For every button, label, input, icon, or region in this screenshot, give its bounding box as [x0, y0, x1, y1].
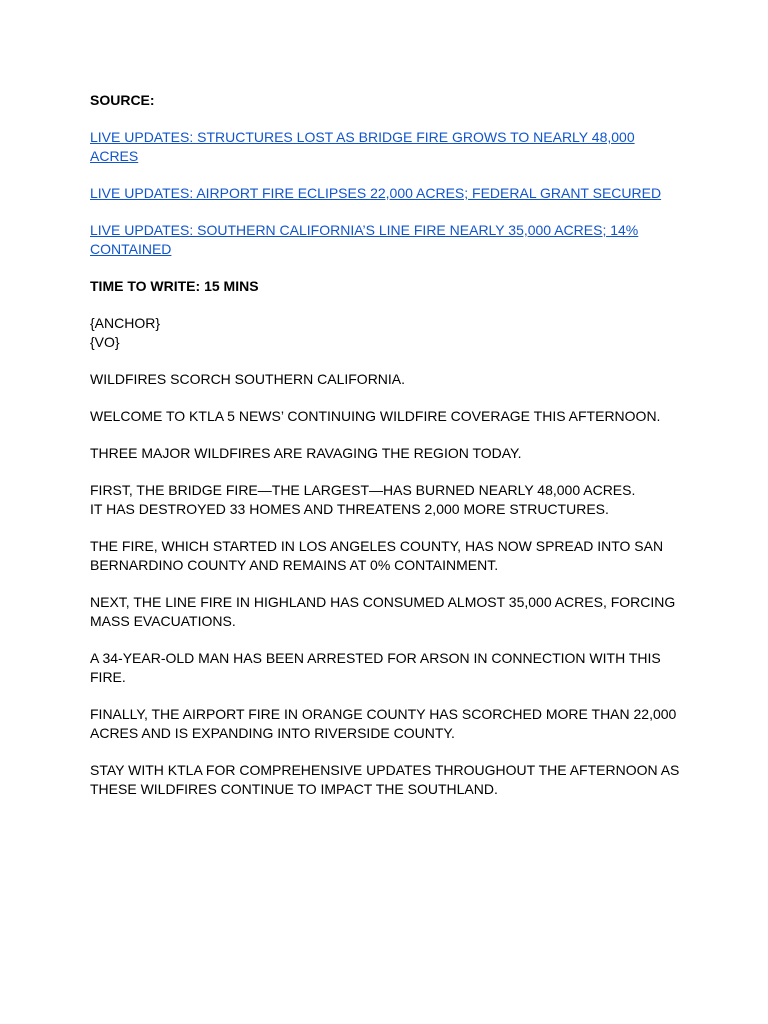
script-welcome: WELCOME TO KTLA 5 NEWS’ CONTINUING WILDFIRE COVERAGE THIS AFTERNOON.	[90, 408, 661, 424]
script-intro: THREE MAJOR WILDFIRES ARE RAVAGING THE REGION TODAY.	[90, 445, 522, 461]
script-arrest: A 34-YEAR-OLD MAN HAS BEEN ARRESTED FOR ARSON IN CONNECTION WITH THIS FIRE.	[90, 650, 661, 685]
source-link-airport-fire[interactable]: LIVE UPDATES: AIRPORT FIRE ECLIPSES 22,000 ACRES; FEDERAL GRANT SECURED	[90, 185, 662, 201]
document-body	[90, 91, 680, 817]
script-airport-fire: FINALLY, THE AIRPORT FIRE IN ORANGE COUNTY HAS SCORCHED MORE THAN 22,000 ACRES AND IS EXPANDING INTO RIVERSIDE COUNTY.	[90, 706, 677, 741]
source-link-paragraph	[90, 221, 680, 259]
source-label: SOURCE:	[90, 92, 155, 108]
source-link-bridge-fire[interactable]: LIVE UPDATES: STRUCTURES LOST AS BRIDGE FIRE GROWS TO NEARLY 48,000 ACRES	[90, 129, 635, 164]
vo-cue: {VO}	[90, 334, 120, 350]
time-to-write: TIME TO WRITE: 15 MINS	[90, 278, 259, 294]
source-link-paragraph	[90, 128, 680, 166]
script-line-fire: NEXT, THE LINE FIRE IN HIGHLAND HAS CONSUMED ALMOST 35,000 ACRES, FORCING MASS EVACUATIONS.	[90, 594, 676, 629]
script-bridge-spread: THE FIRE, WHICH STARTED IN LOS ANGELES COUNTY, HAS NOW SPREAD INTO SAN BERNARDINO COUNTY AND REMAINS AT 0% CONTAINMENT.	[90, 538, 664, 573]
source-link-paragraph	[90, 184, 680, 203]
anchor-cue: {ANCHOR}	[90, 315, 161, 331]
script-headline: WILDFIRES SCORCH SOUTHERN CALIFORNIA.	[90, 371, 406, 387]
script-bridge-fire	[90, 481, 680, 519]
cue-block	[90, 314, 680, 352]
bridge-fire-acres: FIRST, THE BRIDGE FIRE—THE LARGEST—HAS BURNED NEARLY 48,000 ACRES.	[90, 482, 636, 498]
script-closing: STAY WITH KTLA FOR COMPREHENSIVE UPDATES THROUGHOUT THE AFTERNOON AS THESE WILDFIRES CONTINUE TO IMPACT THE SOUTHLAND.	[90, 762, 680, 797]
source-link-line-fire[interactable]: LIVE UPDATES: SOUTHERN CALIFORNIA’S LINE FIRE NEARLY 35,000 ACRES; 14% CONTAINED	[90, 222, 639, 257]
bridge-fire-damage: IT HAS DESTROYED 33 HOMES AND THREATENS 2,000 MORE STRUCTURES.	[90, 501, 609, 517]
